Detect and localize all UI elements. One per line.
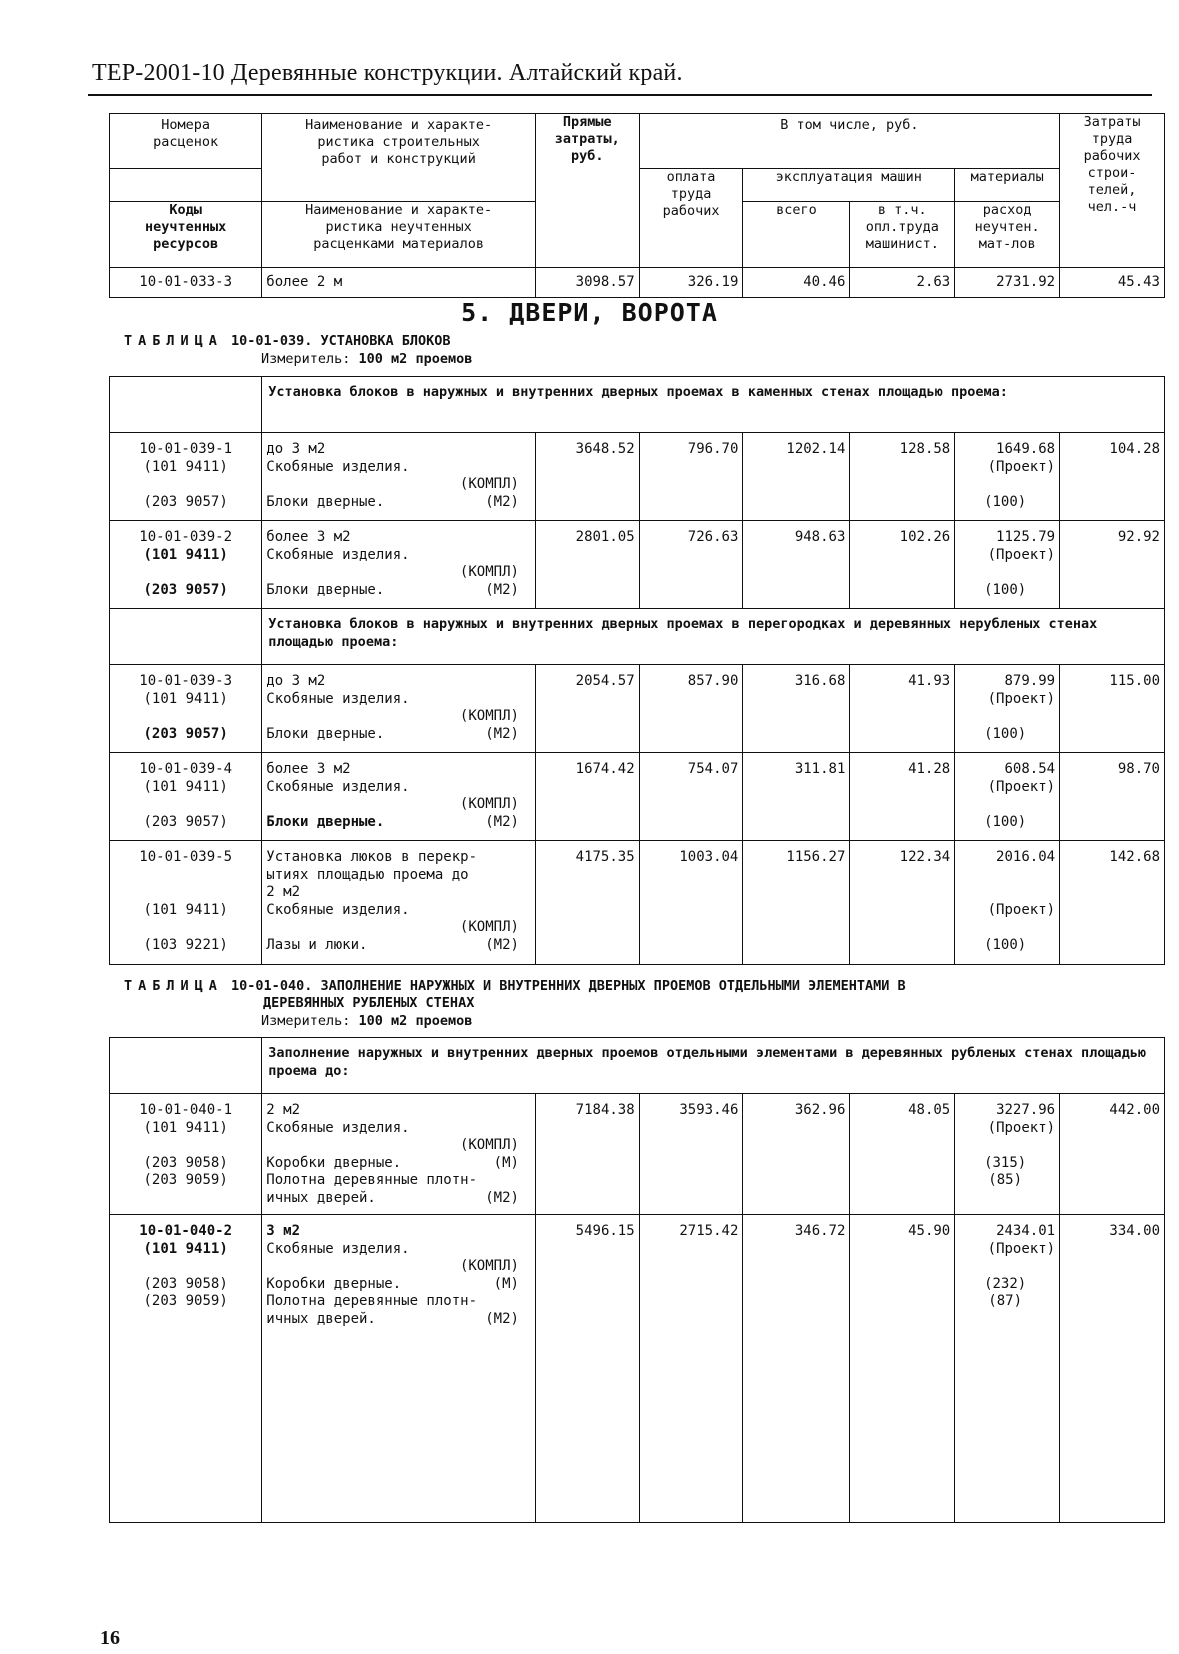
table-row: 10-01-039-2 (101 9411) (203 9057) более 3 м2 Скобяные изделия. (КОМПЛ) Блоки дверные. (М2) 2801.05 726.63 948.63 102.26 1125.79 (Проект) (100) 92.92	[110, 521, 1165, 609]
hdr-labor-cost: Затраты труда рабочих строи- телей, чел.-ч	[1060, 114, 1165, 268]
codes-cell: 10-01-039-1 (101 9411) (203 9057)	[110, 433, 262, 521]
labor-pay: 326.19	[639, 267, 743, 297]
measure-label: Измеритель:	[261, 1013, 351, 1029]
labor-cost: 45.43	[1060, 267, 1165, 297]
machines-total: 40.46	[743, 267, 850, 297]
machinist-pay: 2.63	[850, 267, 955, 297]
codes-cell: 10-01-039-3 (101 9411) (203 9057)	[110, 665, 262, 753]
table-040-caption	[124, 978, 906, 1012]
hdr-incl: В том числе, руб.	[639, 114, 1059, 169]
header-table	[109, 113, 1165, 298]
table-row	[110, 267, 1165, 297]
table-row: 10-01-040-2 (101 9411) (203 9058) (203 9059) 3 м2 Скобяные изделия. (КОМПЛ) Коробки дверные. (М) Полотна деревянные плотн- ичных дверей. (М2) 5496.15 2715.42 346.72 45.90 2434.01 (Проект) (232) (87) 334.00	[110, 1215, 1165, 1523]
table-name: 10-01-039. УСТАНОВКА БЛОКОВ	[231, 333, 451, 349]
hdr-materials: материалы	[955, 168, 1060, 201]
rate-code: 10-01-033-3	[110, 267, 262, 297]
document-title: ТЕР-2001-10 Деревянные конструкции. Алтайский край.	[92, 60, 683, 86]
direct-cost: 3098.57	[535, 267, 639, 297]
names-cell: 3 м2 Скобяные изделия. (КОМПЛ) Коробки дверные. (М) Полотна деревянные плотн- ичных дверей. (М2)	[262, 1215, 536, 1523]
hdr-work-name: Наименование и характе- ристика строительных работ и конструкций	[262, 114, 536, 169]
table-040-measure	[261, 1013, 472, 1029]
hdr-rate-numbers: Номера расценок	[110, 114, 262, 169]
title-rule	[88, 94, 1152, 96]
hdr-material-use: расход неучтен. мат-лов	[955, 201, 1060, 267]
hdr-machinist-pay: в т.ч. опл.труда машинист.	[850, 201, 955, 267]
table-040	[109, 1037, 1165, 1523]
table-name-line2: ДЕРЕВЯННЫХ РУБЛЕНЫХ СТЕНАХ	[263, 995, 475, 1011]
codes-cell: 10-01-040-2 (101 9411) (203 9058) (203 9059)	[110, 1215, 262, 1523]
names-cell: более 3 м2 Скобяные изделия. (КОМПЛ) Блоки дверные. (М2)	[262, 521, 536, 609]
table-row: 10-01-039-1 (101 9411) (203 9057) до 3 м2 Скобяные изделия. (КОМПЛ) Блоки дверные. (М2) 3648.52 796.70 1202.14 128.58 1649.68 (Проект) (100) 104.28	[110, 433, 1165, 521]
codes-cell: 10-01-040-1 (101 9411) (203 9058) (203 9059)	[110, 1094, 262, 1215]
table-name: 10-01-040. ЗАПОЛНЕНИЕ НАРУЖНЫХ И ВНУТРЕННИХ ДВЕРНЫХ ПРОЕМОВ ОТДЕЛЬНЫМИ ЭЛЕМЕНТАМИ В	[231, 978, 906, 994]
table-039-measure	[261, 351, 472, 367]
hdr-machines-total: всего	[743, 201, 850, 267]
hdr-material-name: Наименование и характе- ристика неучтенных расценками материалов	[262, 201, 536, 267]
names-cell: 2 м2 Скобяные изделия. (КОМПЛ) Коробки дверные. (М) Полотна деревянные плотн- ичных дверей. (М2)	[262, 1094, 536, 1215]
codes-cell: 10-01-039-5 (101 9411) (103 9221)	[110, 841, 262, 965]
hdr-labor-pay: оплата труда рабочих	[639, 168, 743, 267]
materials-cost: 2731.92	[955, 267, 1060, 297]
measure-label: Измеритель:	[261, 351, 351, 367]
table-row: 10-01-039-3 (101 9411) (203 9057) до 3 м2 Скобяные изделия. (КОМПЛ) Блоки дверные. (М2) 2054.57 857.90 316.68 41.93 879.99 (Проект) (100) 115.00	[110, 665, 1165, 753]
group-header-log-walls: Заполнение наружных и внутренних дверных проемов отдельными элементами в деревянных рубленых стенах площадью проема до:	[262, 1038, 1165, 1094]
table-039	[109, 376, 1165, 965]
table-row: 10-01-039-4 (101 9411) (203 9057) более 3 м2 Скобяные изделия. (КОМПЛ) Блоки дверные. (М2) 1674.42 754.07 311.81 41.28 608.54 (Проект) (100) 98.70	[110, 753, 1165, 841]
hdr-machines: эксплуатация машин	[743, 168, 955, 201]
codes-cell: 10-01-039-2 (101 9411) (203 9057)	[110, 521, 262, 609]
codes-cell: 10-01-039-4 (101 9411) (203 9057)	[110, 753, 262, 841]
page-number: 16	[100, 1627, 120, 1649]
names-cell: до 3 м2 Скобяные изделия. (КОМПЛ) Блоки дверные. (М2)	[262, 665, 536, 753]
names-cell: до 3 м2 Скобяные изделия. (КОМПЛ) Блоки дверные. (М2)	[262, 433, 536, 521]
names-cell: более 3 м2 Скобяные изделия. (КОМПЛ) Блоки дверные. (М2)	[262, 753, 536, 841]
measure-value: 100 м2 проемов	[358, 1013, 473, 1029]
group-header-partitions: Установка блоков в наружных и внутренних дверных проемах в перегородках и деревянных нерубленых стенах площадью проема:	[262, 609, 1165, 665]
hdr-direct-cost: Прямые затраты, руб.	[535, 114, 639, 268]
table-row: 10-01-040-1 (101 9411) (203 9058) (203 9059) 2 м2 Скобяные изделия. (КОМПЛ) Коробки дверные. (М) Полотна деревянные плотн- ичных дверей. (М2) 7184.38 3593.46 362.96 48.05 3227.96 (Проект) (315) (85) 442.00	[110, 1094, 1165, 1215]
table-row: 10-01-039-5 (101 9411) (103 9221) Установка люков в перекр- ытиях площадью проема до 2 м2 Скобяные изделия. (КОМПЛ) Лазы и люки. (М2) 4175.35 1003.04 1156.27 122.34 2016.04 (Проект) (100) 142.68	[110, 841, 1165, 965]
rate-name: более 2 м	[262, 267, 536, 297]
names-cell: Установка люков в перекр- ытиях площадью проема до 2 м2 Скобяные изделия. (КОМПЛ) Лазы и люки. (М2)	[262, 841, 536, 965]
table-label: ТАБЛИЦА	[124, 978, 223, 994]
group-header-stone-walls: Установка блоков в наружных и внутренних дверных проемах в каменных стенах площадью проема:	[262, 377, 1165, 433]
measure-value: 100 м2 проемов	[358, 351, 473, 367]
table-label: ТАБЛИЦА	[124, 333, 223, 349]
hdr-resource-codes: Коды неучтенных ресурсов	[110, 201, 262, 267]
table-039-caption	[124, 333, 451, 350]
section-title: 5. ДВЕРИ, ВОРОТА	[461, 298, 718, 327]
